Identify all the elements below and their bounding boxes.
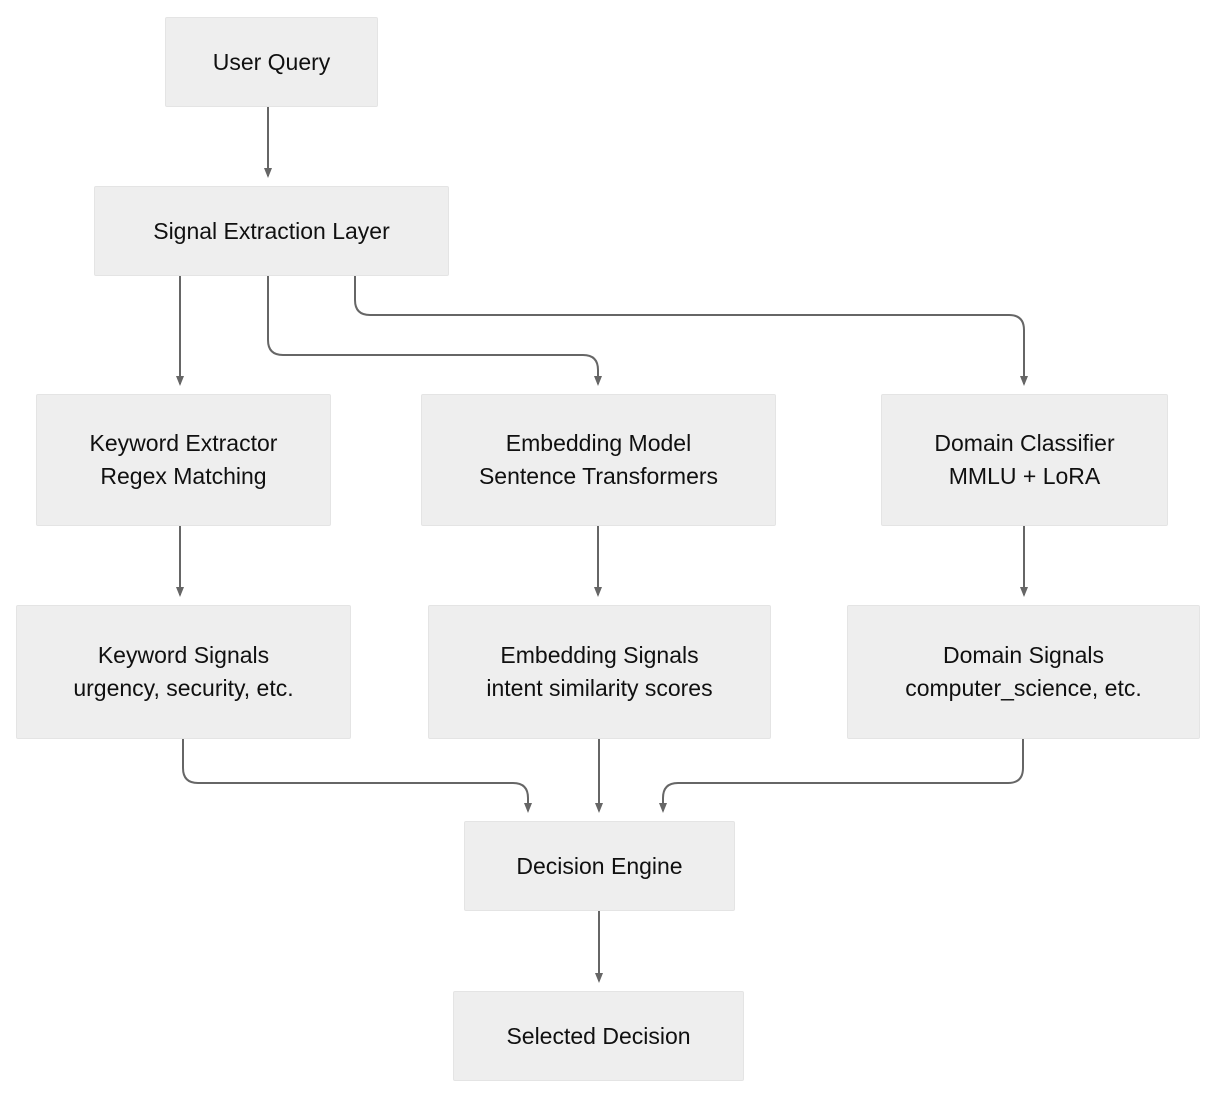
node-embedding-model-label: Embedding Model <box>505 430 692 457</box>
node-embedding-model[interactable] <box>421 394 776 526</box>
node-user-query-label: User Query <box>212 48 331 75</box>
node-keyword-extractor[interactable] <box>36 394 331 526</box>
node-keyword-extractor-sublabel: Regex Matching <box>100 463 267 489</box>
node-keyword-signals-sublabel: urgency, security, etc. <box>73 675 294 701</box>
node-domain-classifier-sublabel: MMLU + LoRA <box>948 463 1101 489</box>
node-decision-engine-label: Decision Engine <box>516 852 683 879</box>
node-signal-extraction-layer[interactable] <box>94 186 449 276</box>
node-keyword-signals[interactable] <box>16 605 351 739</box>
node-domain-signals-label: Domain Signals <box>942 642 1105 669</box>
node-domain-classifier-label: Domain Classifier <box>934 430 1115 457</box>
node-domain-classifier[interactable] <box>881 394 1168 526</box>
edge-signal-extraction-to-embedding-model <box>268 276 598 384</box>
node-embedding-model-sublabel: Sentence Transformers <box>478 463 719 489</box>
node-embedding-signals-sublabel: intent similarity scores <box>486 675 713 701</box>
node-selected-decision-label: Selected Decision <box>506 1022 691 1049</box>
node-embedding-signals-label: Embedding Signals <box>500 642 699 669</box>
node-keyword-signals-label: Keyword Signals <box>97 642 270 669</box>
node-selected-decision[interactable] <box>453 991 744 1081</box>
node-user-query[interactable] <box>165 17 378 107</box>
edge-domain-signals-to-decision-engine <box>663 739 1023 811</box>
node-domain-signals-sublabel: computer_science, etc. <box>905 675 1142 701</box>
node-keyword-extractor-label: Keyword Extractor <box>89 430 278 457</box>
node-embedding-signals[interactable] <box>428 605 771 739</box>
edge-keyword-signals-to-decision-engine <box>183 739 528 811</box>
node-decision-engine[interactable] <box>464 821 735 911</box>
edge-signal-extraction-to-domain-classifier <box>355 276 1024 384</box>
node-signal-extraction-layer-label: Signal Extraction Layer <box>153 217 390 244</box>
node-domain-signals[interactable] <box>847 605 1200 739</box>
